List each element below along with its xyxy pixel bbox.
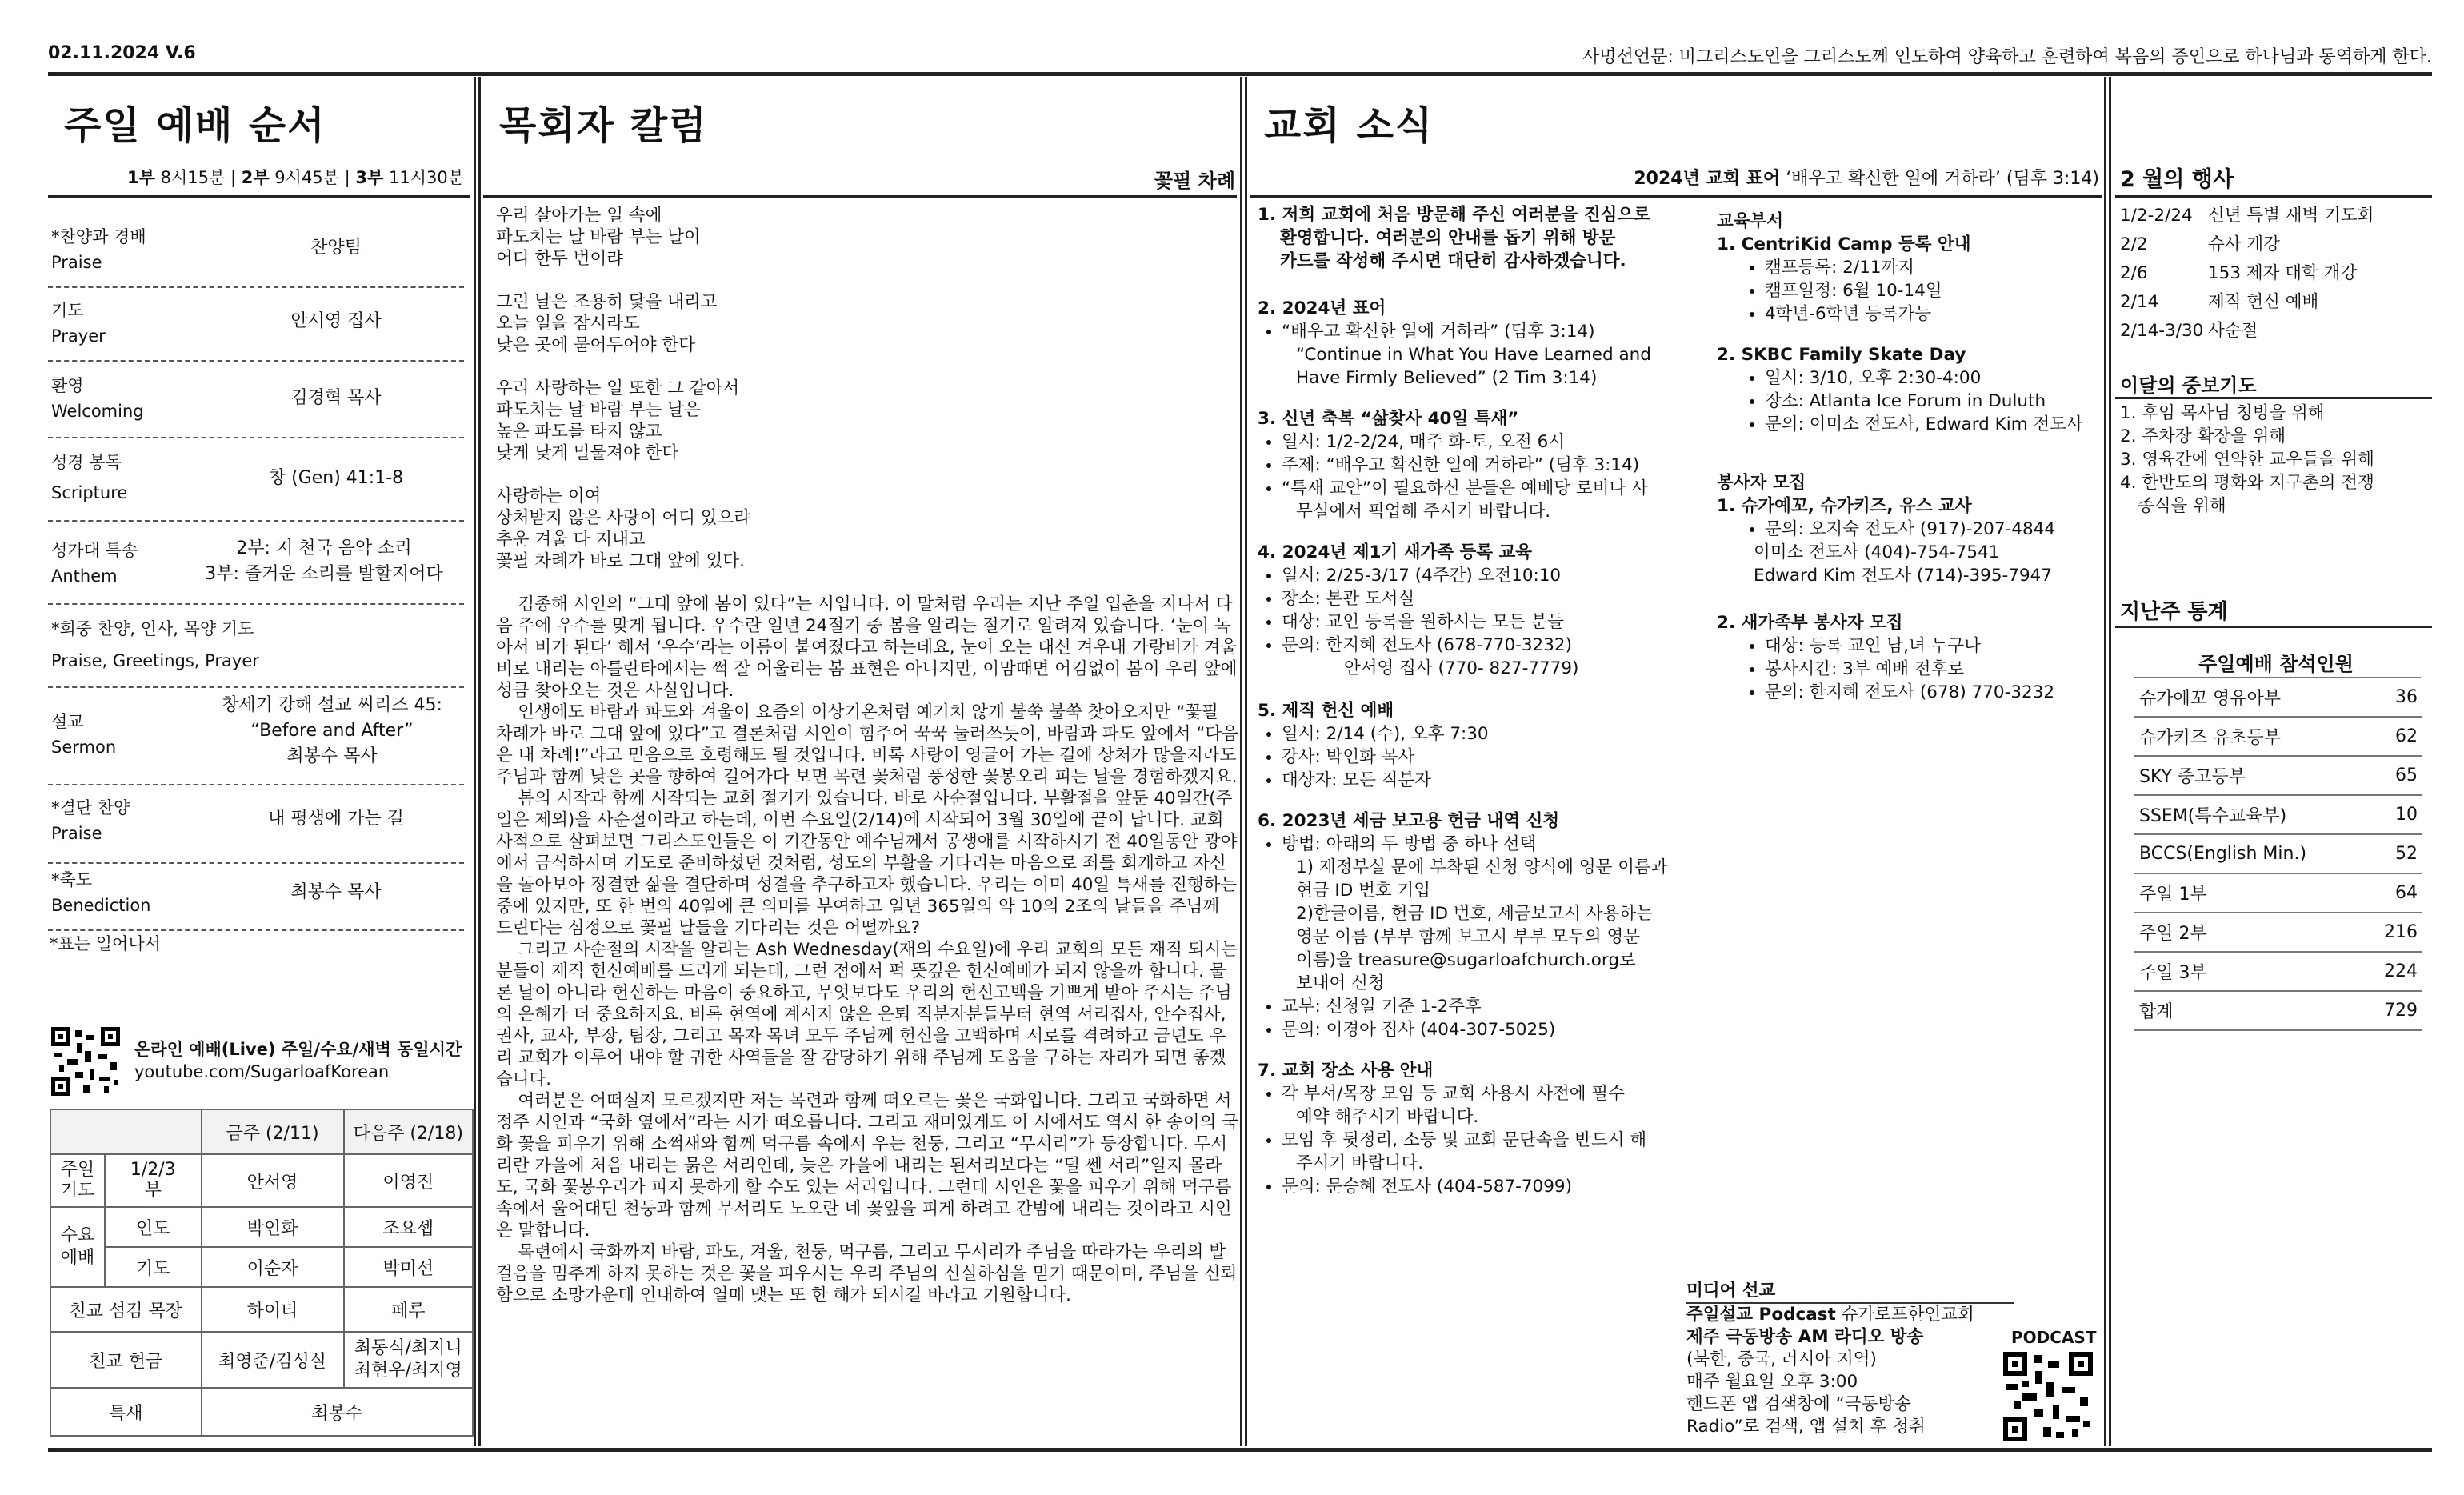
divider-3 — [2104, 77, 2106, 1446]
podcast-qr-code[interactable] — [2003, 1352, 2093, 1441]
events-rule — [2115, 195, 2432, 198]
column-paragraph: 여러분은 어떠실지 모르겠지만 저는 목련과 함께 떠오르는 꽃은 국화입니다. 그리고 국화하면 서정주 시인과 “국화 옆에서”라는 시가 떠오릅니다. 그리고 재미있게도 이 시에서도 역시 한 송이의 국화 꽃을 피우기 위해 소쩍새와 함께 먹구름 속에서 우는 천둥, 그리고 “무서리”가 등장합니다. 무서리란 가을에 처음 내리는 묽은 서리인데, 늦은 가을에 내리는 된서리보다는 “덜 쎈 서리”일지 몰라도, 국화 꽃봉우리가 피지 못하게 할 수도 있는 서리입니다. 그런데 시인은 꽃을 피우기 위해 먹구름 속에서 울어대던 천둥과 함께 무서리도 노오란 네 꽃잎을 피게 하려고 간밤에 내리는 것이라고 시인은 말합니다. — [496, 1091, 1238, 1241]
online-worship-title: 온라인 예배(Live) 주일/수요/새벽 동일시간 — [134, 1040, 462, 1059]
youtube-qr-code[interactable] — [51, 1027, 120, 1096]
prayer-rule — [2115, 397, 2432, 399]
attendance-table — [2134, 678, 2422, 1031]
table-row: 슈가키즈 유초등부 62 — [2134, 717, 2422, 756]
church-motto: 2024년 교회 표어 ‘배우고 확신한 일에 거하라’ (딤후 3:14) — [1634, 169, 2099, 189]
prayer-heading: 이달의 중보기도 — [2120, 374, 2257, 397]
news-right: 교육부서 1. CentriKid Camp 등록 안내 • 캠프등록: 2/11까지 • 캠프일정: 6월 10-14일 • 4학년-6학년 등록가능 2. SKBC Family Skate Day • 일시: 3/10, 오후 2:30-4:00 • 장소: Atlanta Ice Forum in Duluth • 문의: 이미소 전도사, Edward Kim 전도사 봉사자 모집 1. 슈가예꼬, 슈가키즈, 유스 교사 • 문의: 오지숙 전도사 (917)-207-4844 이미소 전도사 (404)-754-7541 Edward Kim 전도사 (714)-395-7947 2. 새가족부 봉사자 모집 • 대상: 등록 교인 남,녀 누구나 • 봉사시간: 3부 예배 전후로 • 문의: 한지혜 전도사 (678) 770-3232 — [1717, 210, 2101, 704]
worship-item-praise: *찬양과 경배 Praise 찬양팀 — [48, 216, 464, 288]
mission-statement: 사명선언문: 비그리스도인을 그리스도께 인도하여 양육하고 훈련하여 복음의 증인으로 하나님과 동역하게 한다. — [1582, 47, 2432, 67]
worship-title: 주일 예배 순서 — [64, 103, 326, 148]
events-heading: 2 월의 행사 — [2120, 167, 2234, 192]
table-row: 슈가예꼬 영유아부 36 — [2134, 678, 2422, 717]
events-list: 1/2-2/24 신년 특별 새벽 기도회 2/2 슈사 개강 2/6 153 제자 대학 개강 2/14 제직 헌신 예배 2/14-3/30 사순절 — [2120, 206, 2374, 341]
attendance-heading: 주일예배 참석인원 — [2198, 653, 2354, 675]
podcast-label: PODCAST — [2011, 1328, 2097, 1347]
stats-heading: 지난주 통계 — [2120, 600, 2228, 624]
news-title: 교회 소식 — [1264, 103, 1434, 148]
prayer-list: 1. 후임 목사님 청빙을 위해 2. 주차장 확장을 위해 3. 영육간에 연약한 교우들을 위해 4. 한반도의 평화와 지구촌의 전쟁 종식을 위해 — [2120, 403, 2374, 516]
worship-item-anthem: 성가대 특송 Anthem 2부: 저 천국 음악 소리 3부: 즐거운 소리를 발할지어다 — [48, 523, 464, 605]
worship-item-benediction: *축도 Benediction 최봉수 목사 — [48, 865, 464, 931]
column-subtitle: 꽃필 차례 — [1154, 170, 1235, 192]
worship-rule — [48, 195, 470, 198]
column-paragraph: 김종해 시인의 “그대 앞에 봄이 있다”는 시입니다. 이 말처럼 우리는 지난 주일 입춘을 지나서 다음 주에 우수를 맞게 됩니다. 우수란 일년 24절기 중 봄을 알리는 절기로 알려져 있습니다. ‘눈이 녹아서 비가 된다’ 해서 ‘우수’라는 이름이 붙여졌다고 하는데요, 눈이 오는 대신 겨우내 가랑비가 겨울비로 내리는 아틀란타에서는 썩 잘 어울리는 봄 표현은 아니지만, 이맘때면 어김없이 봄이 우리 앞에 성큼 찾아오는 것은 사실입니다. — [496, 594, 1243, 701]
youtube-link[interactable]: youtube.com/SugarloafKorean — [134, 1062, 390, 1081]
worship-item-welcoming: 환영 Welcoming 김경혁 목사 — [48, 363, 464, 438]
table-row: 주일 3부 224 — [2134, 952, 2422, 991]
worship-item-sermon: 설교 Sermon 창세기 강해 설교 씨리즈 45: “Before and After” 최봉수 목사 — [48, 690, 464, 785]
column-paragraph: 그리고 사순절의 시작을 알리는 Ash Wednesday(재의 수요일)에 우리 교회의 모든 재직 되시는 분들이 재직 헌신예배를 드리게 되는데, 그런 점에서 퍽 뜻깊은 헌신예배가 되지 않을까 합니다. 물론 날이 아니라 헌신하는 마음이 중요하고, 무엇보다도 우리의 헌신고백을 기쁘게 받아 주시는 주님의 은혜가 더 중요하지요. 비록 현역에 계시지 않은 은퇴 직분자분들부터 현역 서리집사, 안수집사, 권사, 교사, 부장, 팀장, 그리고 목자 목녀 모두 주님께 헌신을 고백하며 서로를 격려하고 금년도 우리 교회가 이루어 내야 할 귀한 사역들을 잘 감당하기 위해 주님께 도움을 구하는 자리가 되면 좋겠습니다. — [496, 940, 1243, 1089]
worship-item-prayer: 기도 Prayer 안서영 집사 — [48, 290, 464, 362]
column-text — [496, 205, 1243, 1306]
divider-1 — [474, 77, 476, 1446]
worship-item-scripture: 성경 봉독 Scripture 창 (Gen) 41:1-8 — [48, 440, 464, 522]
table-row: 합계 729 — [2134, 991, 2422, 1030]
column-title: 목회자 칼럼 — [499, 103, 708, 148]
media-mission: 미디어 선교 주일설교 Podcast 슈가로프한인교회 제주 극동방송 AM 라디오 방송 (북한, 중국, 러시아 지역) 매주 월요일 오후 3:00 핸드폰 앱 검색창에 “극동방송 Radio”로 검색, 앱 설치 후 청취 — [1686, 1280, 2022, 1438]
divider-1b — [478, 77, 481, 1446]
column-paragraph: 목련에서 국화까지 바람, 파도, 겨울, 천둥, 먹구름, 그리고 무서리가 주님을 따라가는 우리의 발걸음을 멈추게 하지 못하는 것은 꽃을 피우시는 우리 주님의 신실하심을 믿기 때문이며, 주님을 신뢰함으로 소망가운데 인내하여 열매 맺는 또 한 해가 되시길 바라고 기원합니다. — [496, 1242, 1238, 1305]
news-left: 1. 저희 교회에 처음 방문해 주신 여러분을 진심으로 환영합니다. 여러분의 안내를 돕기 위해 방문 카드를 작성해 주시면 대단히 감사하겠습니다. 2. 2024년 표어 • “배우고 확신한 일에 거하라” (딤후 3:14) “Continue in What You Have Learned and Have Firmly Believed” (2 Tim 3:14) 3. 신년 축복 “삶찾사 40일 특새” • 일시: 1/2-2/24, 매주 화-토, 오전 6시 • 주제: “배우고 확신한 일에 거하라” (딤후 3:14) • “특새 교안”이 필요하신 분들은 예배당 로비나 사 무실에서 픽업해 주시기 바랍니다. 4. 2024년 제1기 새가족 등록 교육 • 일시: 2/25-3/17 (4주간) 오전10:10 • 장소: 본관 도서실 • 대상: 교인 등록을 원하시는 모든 분들 • 문의: 한지혜 전도사 (678-770-3232) 안서영 집사 (770- 827-7779) 5. 제직 헌신 예배 • 일시: 2/14 (수), 오후 7:30 • 강사: 박인화 목사 • 대상자: 모든 직분자 6. 2023년 세금 보고용 헌금 내역 신청 • 방법: 아래의 두 방법 중 하나 선택 1) 재정부실 문에 부착된 신청 양식에 영문 이름과 현금 ID 번호 기입 2)한글이름, 헌금 ID 번호, 세금보고시 사용하는 영문 이름 (부부 함께 보고시 부부 모두의 영문 이름)을 treasure@sugarloafchurch.org로 보내어 신청 • 교부: 신청일 기준 1-2주후 • 문의: 이경아 집사 (404-307-5025) 7. 교회 장소 사용 안내 • 각 부서/목장 모임 등 교회 사용시 사전에 필수 예약 해주시기 바랍니다. • 모임 후 뒷정리, 소등 및 교회 문단속을 반드시 해 주시기 바랍니다. • 문의: 문승혜 전도사 (404-587-7099) — [1258, 203, 1682, 1198]
poem: 우리 살아가는 일 속에 파도치는 날 바람 부는 날이 어디 한두 번이랴 그런 날은 조용히 닻을 내리고 오늘 일을 잠시라도 낮은 곳에 묻어두어야 한다 우리 사랑하는 일 또한 그 같아서 파도치는 날 바람 부는 날은 높은 파도를 타지 않고 낮게 낮게 밀물져야 한다 사랑하는 이여 상처받지 않은 사랑이 어디 있으랴 추운 겨울 다 지내고 꽃필 차례가 바로 그대 앞에 있다. — [496, 206, 751, 571]
table-row: BCCS(English Min.) 52 — [2134, 834, 2422, 873]
divider-3b — [2109, 77, 2111, 1446]
column-paragraph: 봄의 시작과 함께 시작되는 교회 절기가 있습니다. 바로 사순절입니다. 부활절을 앞둔 40일간(주일은 제외)을 사순절이라고 하는데, 이번 수요일(2/14)에 시작되어 3월 30일에 끝이 납니다. 교회사적으로 살펴보면 그리스도인들은 이 기간동안 예수님께서 공생애를 시작하시기 전 40일동안 광야에서 금식하시며 기도로 준비하셨던 것처럼, 성도의 부활을 기다리는 마음으로 죄를 회개하고 자신을 돌아보아 정결한 삶을 결단하며 성결을 추구하고자 했습니다. 우리는 이미 40일 특새를 진행하는 중에 있지만, 또 한 번의 40일에 큰 의미를 부여하고 일년 365일의 약 10의 2조의 날들을 주님께 드린다는 심정으로 꽃필 날들을 기다리는 것은 어떨까요? — [496, 789, 1243, 938]
table-row: 주일 1부 64 — [2134, 873, 2422, 913]
column-rule — [483, 195, 1237, 198]
service-times: 1부 8시15분 | 2부 9시45분 | 3부 11시30분 — [127, 168, 464, 187]
divider-2b — [1245, 77, 1247, 1446]
stats-rule — [2115, 626, 2432, 628]
news-rule — [1250, 195, 2102, 198]
bottom-rule — [48, 1448, 2432, 1452]
date-version: 02.11.2024 V.6 — [48, 43, 196, 63]
column-paragraph: 인생에도 바람과 파도와 겨울이 요즘의 이상기온처럼 예기치 않게 불쑥 불쑥 찾아오지만 “꽃필 차례가 바로 그대 앞에 있다”고 결론처럼 시인이 힘주어 꾹꾹 눌러쓰듯이, 바람과 파도 앞에서 “다음은 내 차례!”라고 믿음으로 호령해도 될 것입니다. 비록 사랑이 영글어 가는 길에 상처가 많을지라도 주님과 함께 낮은 곳을 향하여 걸어가다 보면 목련 꽃처럼 풍성한 꽃봉오리 피는 날을 경험하겠지요. — [496, 702, 1242, 787]
top-bar — [48, 43, 2432, 70]
top-rule — [48, 72, 2432, 76]
table-row: SKY 중고등부 65 — [2134, 756, 2422, 795]
worship-item-greetings: *회중 찬양, 인사, 목양 기도 Praise, Greetings, Prayer — [48, 606, 464, 688]
worship-item-decision: *결단 찬양 Praise 내 평생에 가는 길 — [48, 787, 464, 864]
duty-table: 금주 (2/11) 다음주 (2/18) 주일 기도 1/2/3 부 안서영 이영진 수요 예배 인도 박인화 조요셉 기도 이순자 박미선 친교 섬김 목장 하이티 페루 친교 헌금 최영준/김성실 최동식/최지니 최현우/최지영 특새 최봉수 — [50, 1109, 474, 1437]
table-row: SSEM(특수교육부) 10 — [2134, 795, 2422, 834]
stand-note: *표는 일어나서 — [50, 934, 161, 953]
table-row: 주일 2부 216 — [2134, 913, 2422, 952]
